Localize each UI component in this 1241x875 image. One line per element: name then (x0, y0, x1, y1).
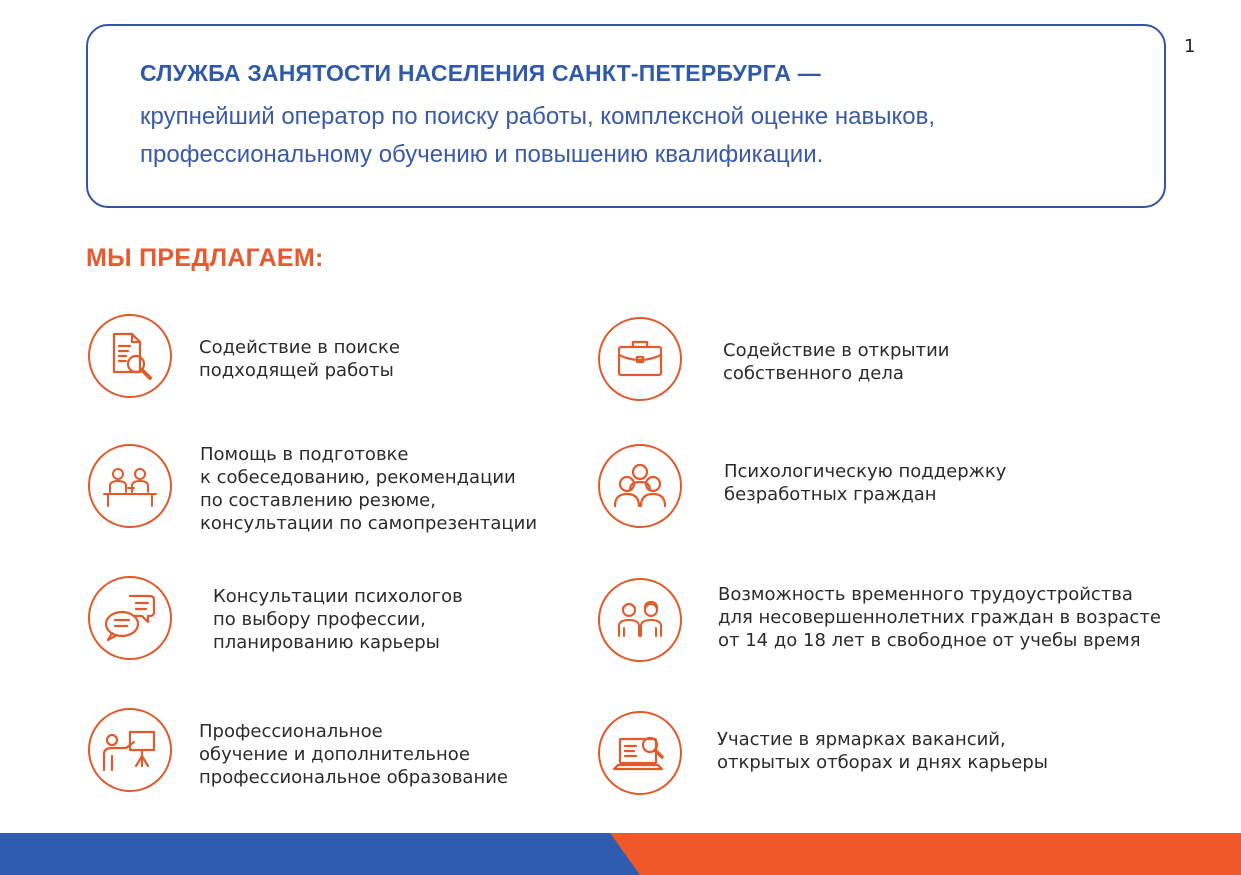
intro-title: СЛУЖБА ЗАНЯТОСТИ НАСЕЛЕНИЯ САНКТ-ПЕТЕРБУРГА — (140, 60, 821, 86)
service-text: Участие в ярмарках вакансий, открытых отборах и днях карьеры (717, 729, 1049, 773)
service-text: Помощь в подготовке к собеседованию, рекомендации по составлению резюме, консультации по самопрезентации (200, 444, 538, 534)
intro-box (86, 24, 1166, 208)
service-text: Консультации психологов по выбору профессии, планированию карьеры (213, 586, 463, 653)
chat-bubbles-icon (88, 576, 172, 660)
intro-line: крупнейший оператор по поиску работы, комплексной оценке навыков, (140, 103, 936, 130)
document-search-icon (88, 314, 172, 398)
teenagers-icon (598, 578, 682, 662)
footer-band-orange (610, 833, 1241, 875)
service-text: Содействие в открытии собственного дела (723, 340, 950, 384)
page-number: 1 (1184, 36, 1196, 57)
service-text: Профессиональное обучение и дополнительное профессиональное образование (199, 721, 508, 788)
interview-icon (88, 444, 172, 528)
presentation-icon (88, 708, 172, 792)
intro-text (140, 98, 1140, 174)
briefcase-icon (598, 317, 682, 401)
offer-heading: МЫ ПРЕДЛАГАЕМ: (86, 244, 324, 272)
intro-line: профессиональному обучению и повышению квалификации. (140, 141, 824, 168)
people-group-icon (598, 444, 682, 528)
laptop-search-icon (598, 711, 682, 795)
service-text: Содействие в поиске подходящей работы (199, 337, 400, 381)
service-text: Психологическую поддержку безработных граждан (724, 461, 1007, 505)
service-text: Возможность временного трудоустройства для несовершеннолетних граждан в возрасте от 14 до 18 лет в свободное от учебы время (718, 584, 1161, 651)
